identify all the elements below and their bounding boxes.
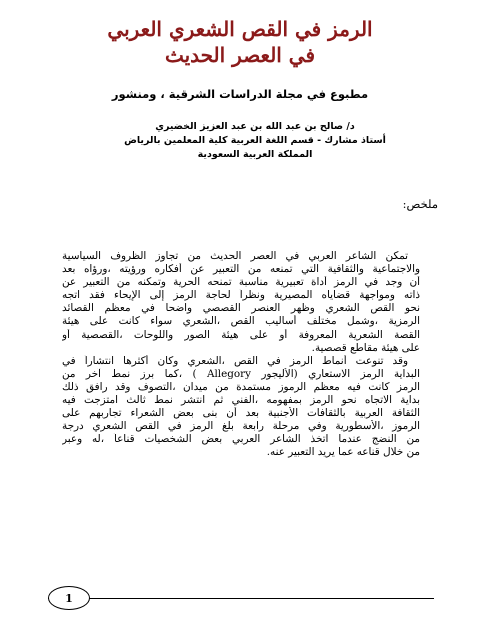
body-line: أن وجد في الرمز أداة تعبيرية مناسبة تمنحه الحرية وتمكنه من التعبير عن bbox=[62, 276, 420, 289]
author-country: المملكة العربية السعودية bbox=[197, 149, 313, 160]
body-line: بداية الاتجاه نحو الرمز بمفهومه ،الفني ثم انتشر نمط ثالث امتزجت فيه bbox=[62, 394, 420, 407]
abstract-heading: ملخص: bbox=[402, 197, 438, 211]
author-block bbox=[100, 120, 410, 162]
body-line: نحو القص الشعري وظهر العنصر القصصي واضحا في معظم القصائد bbox=[62, 302, 420, 315]
body-line: الرموز ،الأسطورية وفي مرحلة رابعة بلغ الرمز في القص الشعري درجة bbox=[62, 420, 420, 433]
body-line: القصة الشعرية المعروفة أو على هيئة الصور واللوحات ،القصصية أو bbox=[62, 328, 420, 341]
publication-note: مطبوع في مجلة الدراسات الشرقية ، ومنشور bbox=[111, 87, 369, 101]
author-affiliation: أستاذ مشارك - قسم اللغة العربية كلية المعلمين بالرياض bbox=[124, 135, 386, 146]
body-line: تمكن الشاعر العربي في العصر الحديث من تجاوز الظروف السياسية bbox=[62, 250, 408, 262]
body-line: من خلال قناعه عما يريد التعبير عنه. bbox=[266, 446, 420, 459]
body-line: وقد تنوعت أنماط الرمز في القص ،الشعري وكان أكثرها انتشاراً في bbox=[62, 354, 408, 367]
title-line: الرمز في القص الشعري العربي bbox=[107, 17, 373, 41]
body-line: البداية الرمز الاستعاري (الأليجور Allegory ) ،كما برز نمط آخر من bbox=[62, 367, 420, 380]
author-name: د/ صالح بن عبد الله بن عبد العزيز الخضيري bbox=[155, 121, 355, 132]
body-line: على هيئة مقاطع قصصية. bbox=[311, 341, 420, 354]
abstract-body bbox=[62, 250, 420, 460]
body-line: الثقافة العربية بالثقافات الأجنبية بعد أن بنى بعض الشعراء تجاربهم على bbox=[62, 407, 420, 420]
body-line: الرمز كانت فيه معظم الرموز مستمدة من ميدان ،التصوف وقد رافق ذلك bbox=[62, 380, 420, 393]
body-line: الرمزية ،وشمل مختلف أساليب القص ،الشعري سواء كانت على هيئة bbox=[62, 315, 420, 328]
title-line: في العصر الحديث bbox=[164, 43, 316, 67]
footer-rule bbox=[48, 598, 434, 599]
body-line: ذاته ومواجهة قضاياه المصيرية ونظراً لحاجة الرمز إلى الإيحاء فقد اتجه bbox=[62, 289, 420, 302]
page-number-badge bbox=[48, 586, 90, 610]
body-line: والاجتماعية والثقافية التي تمنعه من التعبير عن أفكاره ورؤيته ،ورؤاه بعد bbox=[62, 263, 420, 276]
body-line: من النضج عندما اتخذ الشاعر العربي بعض الشخصيات قناعاً ،له وعبر bbox=[62, 433, 420, 446]
document-title bbox=[40, 16, 440, 68]
page-number: 1 bbox=[65, 591, 73, 605]
